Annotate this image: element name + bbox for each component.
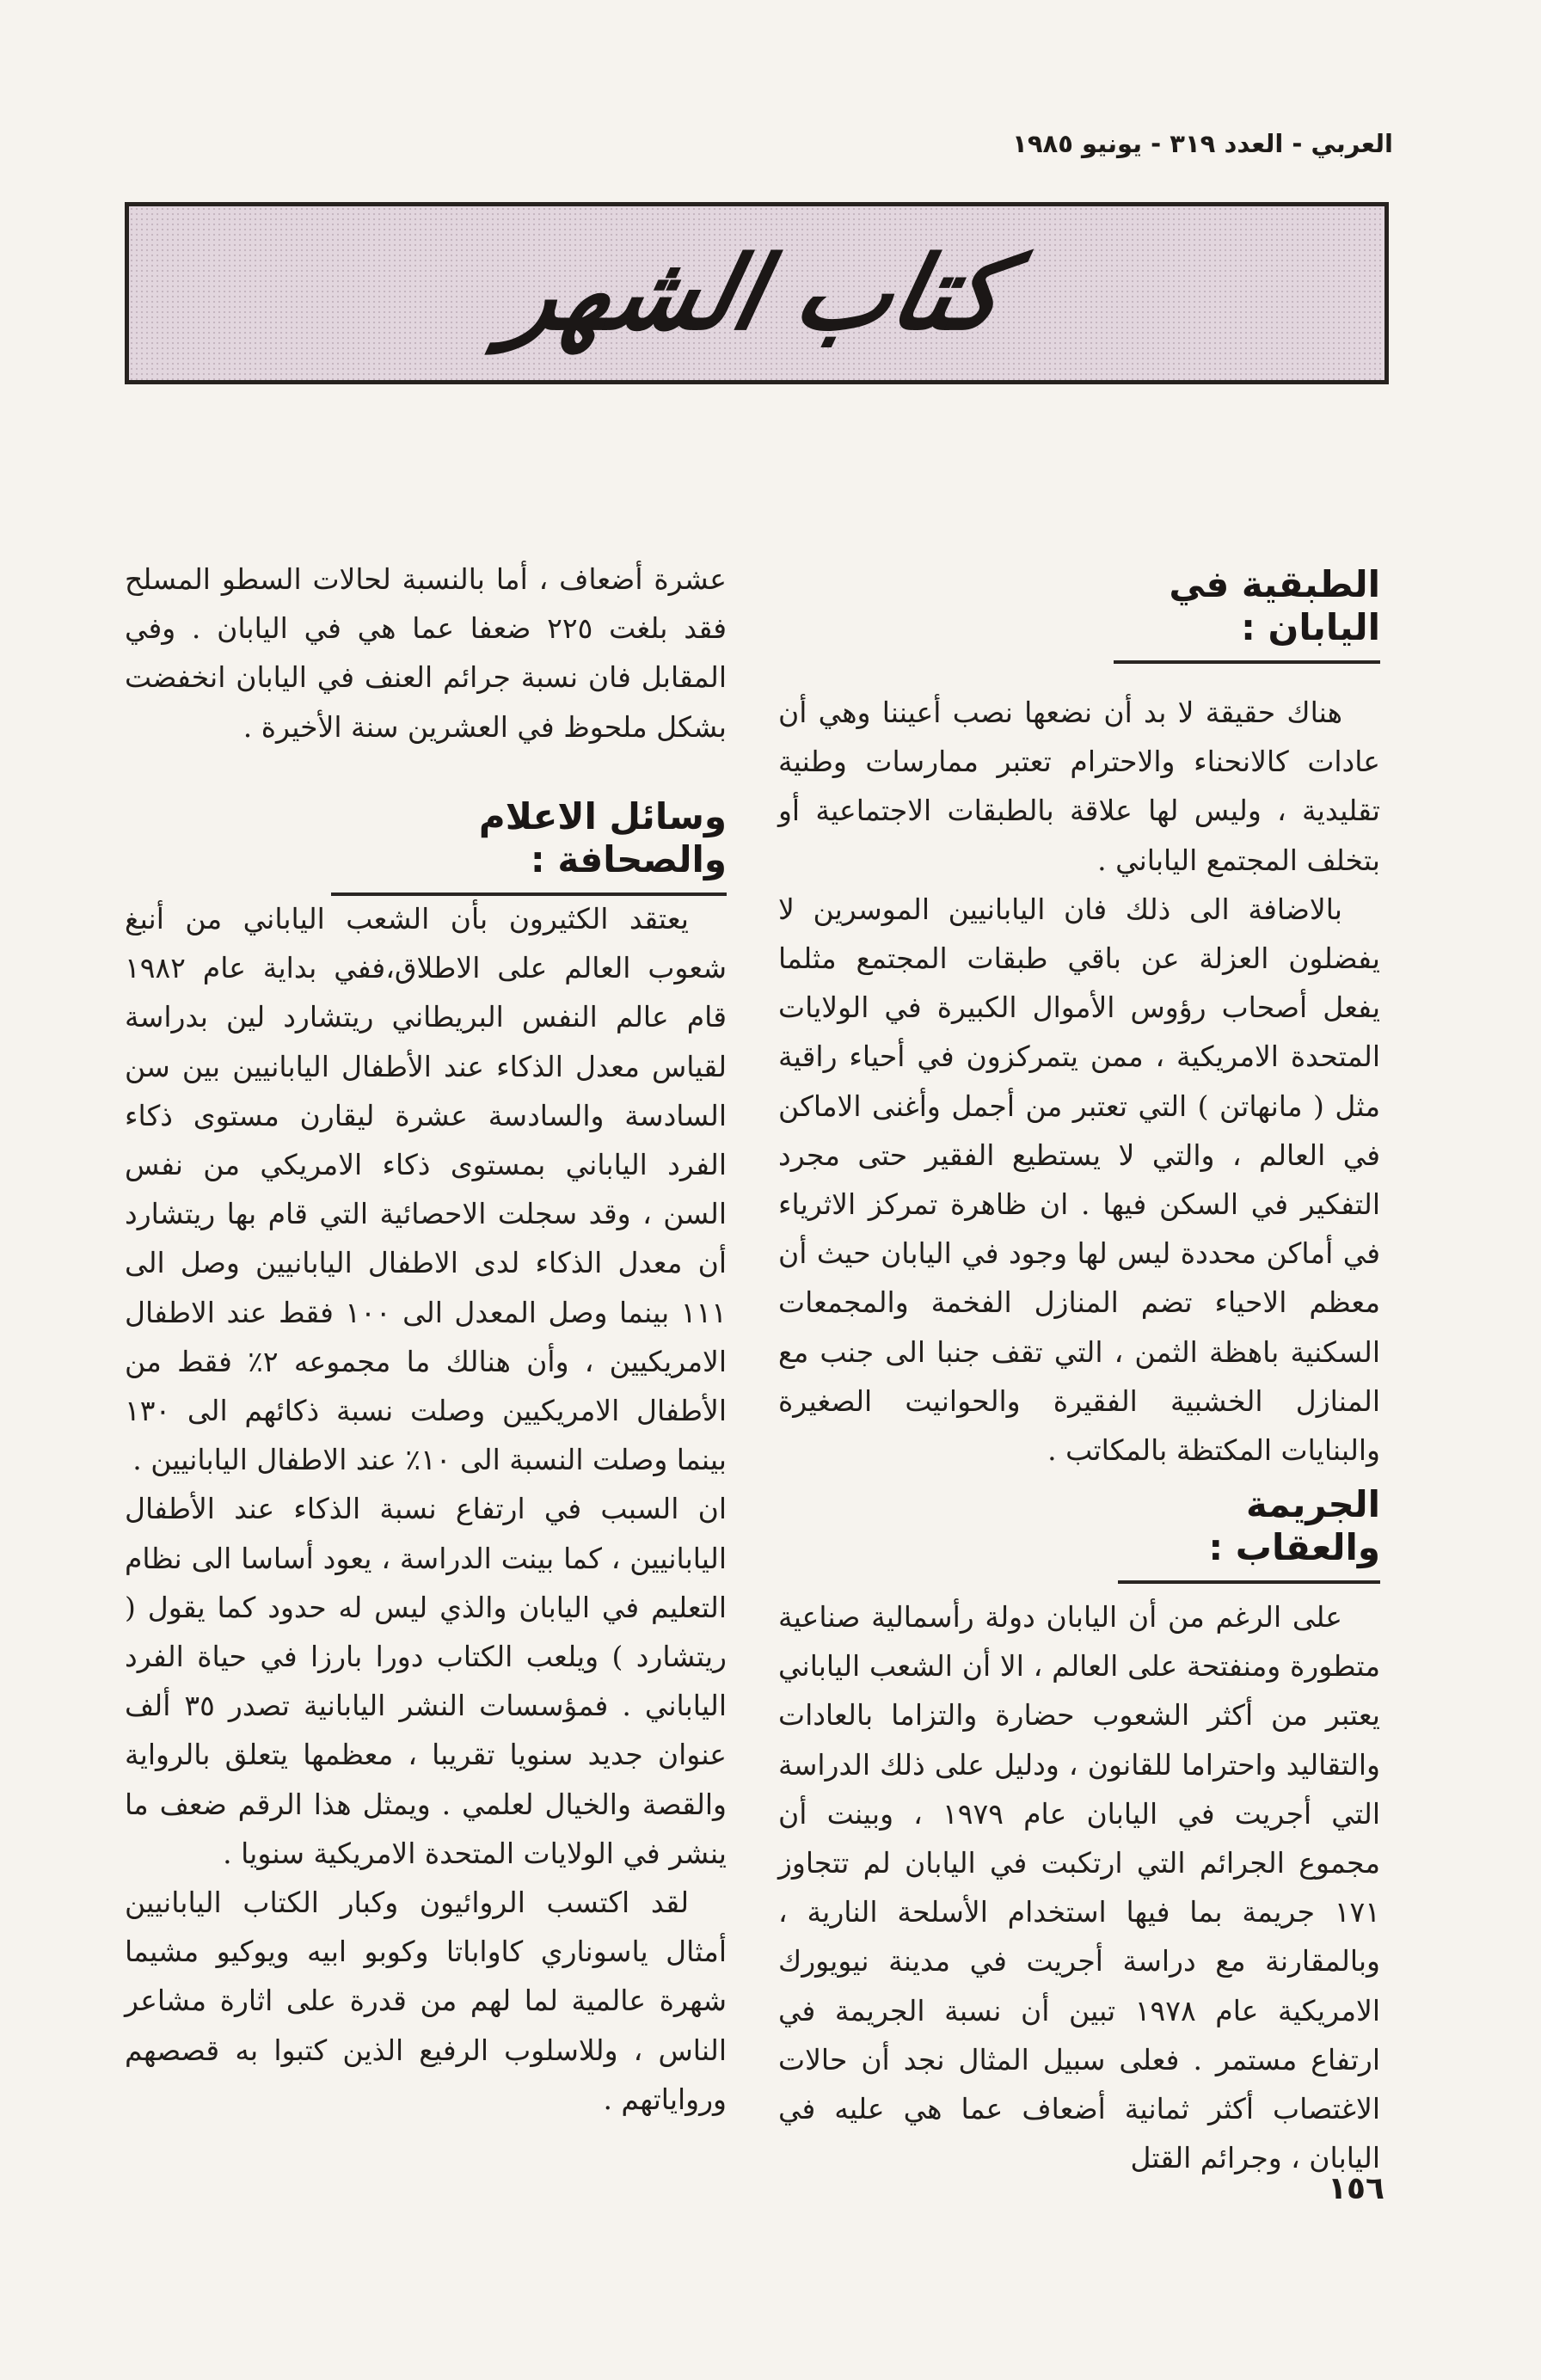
banner	[125, 202, 1389, 384]
section-heading-media: وسائل الاعلام والصحافة :	[331, 795, 727, 896]
paragraph: على الرغم من أن اليابان دولة رأسمالية صناعية متطورة ومنفتحة على العالم ، الا أن الشعب الياباني يعتبر من أكثر الشعوب حضارة والتزاما بالعادات والتقاليد واحتراما للقانون ، ودليل على ذلك الدراسة التي أجريت في اليابان عام ١٩٧٩ ، وبينت أن مجموع الجرائم التي ارتكبت في اليابان لم تتجاوز ١٧١ جريمة بما فيها استخدام الأسلحة النارية ، وبالمقارنة مع دراسة أجريت في مدينة نيويورك الامريكية عام ١٩٧٨ تبين أن نسبة الجريمة في ارتفاع مستمر . فعلى سبيل المثال نجد أن حالات الاغتصاب أكثر ثمانية أضعاف عما هي عليه في اليابان ، وجرائم القتل	[778, 1600, 1380, 2175]
section-heading-class: الطبقية في اليابان :	[1114, 563, 1380, 664]
running-head: العربي - العدد ٣١٩ - يونيو ١٩٨٥	[1012, 129, 1393, 158]
left-column-section3	[125, 894, 727, 2124]
page-number: ١٥٦	[1328, 2171, 1384, 2206]
paragraph: بالاضافة الى ذلك فان اليابانيين الموسرين لا يفضلون العزلة عن باقي طبقات المجتمع مثلما يفعل أصحاب رؤوس الأموال الكبيرة في الولايات المتحدة الامريكية ، ممن يتمركزون في أحياء راقية مثل ( مانهاتن ) التي تعتبر من أجمل وأغنى الاماكن في العالم ، والتي لا يستطيع الفقير حتى مجرد التفكير في السكن فيها . ان ظاهرة تمركز الاثرياء في أماكن محددة ليس لها وجود في اليابان حيث أن معظم الاحياء تضم المنازل الفخمة والمجمعات السكنية باهظة الثمن ، التي تقف جنبا الى جنب مع المنازل الخشبية الفقيرة والحوانيت الصغيرة والبنايات المكتظة بالمكاتب .	[778, 892, 1380, 1468]
paragraph: يعتقد الكثيرون بأن الشعب الياباني من أنبغ شعوب العالم على الاطلاق،ففي بداية عام ١٩٨٢ قام عالم النفس البريطاني ريتشارد لين بدراسة لقياس معدل الذكاء عند الأطفال اليابانيين بين سن السادسة والسادسة عشرة ليقارن مستوى ذكاء الفرد الياباني بمستوى ذكاء الامريكي من نفس السن ، وقد سجلت الاحصائية التي قام بها ريتشارد أن معدل الذكاء لدى الاطفال اليابانيين وصل الى ١١١ بينما وصل المعدل الى ١٠٠ فقط عند الاطفال الامريكيين ، وأن هنالك ما مجموعه ٢٪ فقط من الأطفال الامريكيين وصلت نسبة ذكائهم الى ١٣٠ بينما وصلت النسبة الى ١٠٪ عند الاطفال اليابانيين .	[125, 902, 728, 1477]
paragraph: هناك حقيقة لا بد أن نضعها نصب أعيننا وهي أن عادات كالانحناء والاحترام تعتبر ممارسات وطنية تقليدية ، وليس لها علاقة بالطبقات الاجتماعية أو بتخلف المجتمع الياباني .	[778, 696, 1380, 877]
right-column-section1	[778, 688, 1380, 1475]
section-heading-crime: الجريمة والعقاب :	[1118, 1483, 1380, 1584]
paragraph: ان السبب في ارتفاع نسبة الذكاء عند الأطفال اليابانيين ، كما بينت الدراسة ، يعود أساسا الى نظام التعليم في اليابان والذي ليس له حدود كما يقول ( ريتشارد ) ويلعب الكتاب دورا بارزا في حياة الفرد الياباني . فمؤسسات النشر اليابانية تصدر ٣٥ ألف عنوان جديد سنويا تقريبا ، معظمها يتعلق بالرواية والقصة والخيال لعلمي . ويمثل هذا الرقم ضعف ما ينشر في الولايات المتحدة الامريكية سنويا .	[125, 1492, 728, 1870]
banner-title: كتاب الشهر	[497, 234, 1016, 353]
right-column-section2	[778, 1592, 1380, 2182]
left-column-intro	[125, 555, 727, 751]
paragraph: لقد اكتسب الروائيون وكبار الكتاب اليابانيين أمثال ياسوناري كاواباتا وكوبو ابيه ويوكيو مشيما شهرة عالمية لما لهم من قدرة على اثارة مشاعر الناس ، وللاسلوب الرفيع الذين كتبوا به قصصهم ورواياتهم .	[125, 1886, 727, 2116]
paragraph: عشرة أضعاف ، أما بالنسبة لحالات السطو المسلح فقد بلغت ٢٢٥ ضعفا عما هي في اليابان . وفي المقابل فان نسبة جرائم العنف في اليابان انخفضت بشكل ملحوظ في العشرين سنة الأخيرة .	[125, 562, 728, 744]
